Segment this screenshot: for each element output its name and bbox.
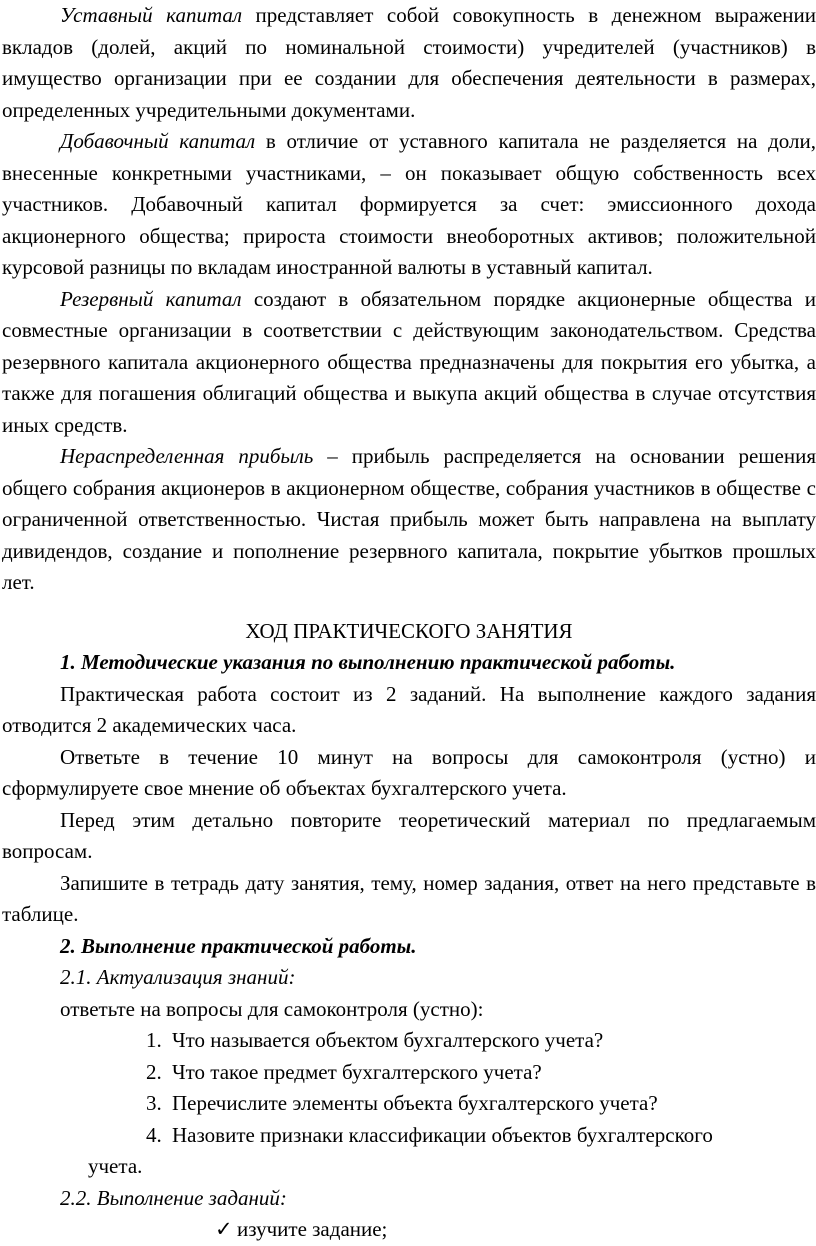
method-paragraph-3: Перед этим детально повторите теоретический материал по предлагаемым вопросам. (2, 807, 816, 863)
paragraph-additional-capital (2, 126, 816, 284)
list-number: 4. (146, 1122, 162, 1147)
list-number: 3. (146, 1091, 162, 1115)
paragraph-text: создают в обязательном порядке акционерные общества и совместные организации в соответствии с действующим законодательством. Средства резервного капитала акционерного общества предназначены для покрытия его убытка, а также для погашения облигаций общества и выкупа акций общества в случае отсутствия иных средств. (2, 286, 816, 437)
section-title: ХОД ПРАКТИЧЕСКОГО ЗАНЯТИЯ (245, 618, 573, 643)
paragraph-text: представляет собой совокупность в денежном выражении вкладов (долей, акций по номинальной стоимости) учредителей (участников) в имущество организации при ее создании для обеспечения деятельности в размерах, определенных учредительными документами. (2, 3, 816, 122)
list-item (2, 1120, 816, 1152)
list-text: Что такое предмет бухгалтерского учета? (172, 1059, 542, 1084)
term-additional-capital: Добавочный капитал (60, 129, 256, 153)
list-text: Что называется объектом бухгалтерского учета? (172, 1028, 604, 1052)
paragraph-text: в отличие от уставного капитала не разделяется на доли, внесенные конкретными участниками, – он показывает общую собственность всех участников. Добавочный капитал формируется за счет: эмиссионного дохода акционерного общества; прироста стоимости внеоборотных активов; положительной курсовой разницы по вкладам иностранной валюты в уставный капитал. (2, 129, 816, 279)
term-retained-earnings: Нераспределенная прибыль (60, 444, 314, 468)
list-item-continuation: учета. (88, 1154, 143, 1178)
subsection-tasks: 2.2. Выполнение заданий: (60, 1185, 287, 1210)
list-item (2, 1025, 816, 1057)
list-number: 2. (146, 1059, 162, 1084)
paragraph-charter-capital (2, 0, 816, 126)
list-item (2, 1088, 816, 1120)
execution-heading: 2. Выполнение практической работы. (60, 933, 417, 958)
list-item (2, 1057, 816, 1089)
list-text: Назовите признаки классификации объектов бухгалтерского (172, 1122, 713, 1147)
question-list (2, 1025, 816, 1183)
list-text: Перечислите элементы объекта бухгалтерского учета? (172, 1091, 658, 1115)
term-reserve-capital: Резервный капитал (60, 286, 242, 311)
checklist-text: изучите задание; (237, 1217, 388, 1241)
checkmark-icon: ✓ (215, 1217, 233, 1241)
method-heading: 1. Методические указания по выполнению практической работы. (60, 650, 676, 674)
paragraph-retained-earnings (2, 441, 816, 599)
paragraph-reserve-capital (2, 284, 816, 442)
subsection-knowledge: 2.1. Актуализация знаний: (60, 965, 296, 989)
checklist-item (2, 1214, 816, 1246)
term-charter-capital: Уставный капитал (60, 3, 243, 27)
paragraph-text: – прибыль распределяется на основании решения общего собрания акционеров в акционерном обществе, собрания участников в обществе с ограниченной ответственностью. Чистая прибыль может быть направлена на выплату дивидендов, создание и пополнение резервного капитала, покрытие убытков прошлых лет. (2, 444, 816, 594)
method-paragraph-2: Ответьте в течение 10 минут на вопросы для самоконтроля (устно) и сформулируете свое мнение об объектах бухгалтерского учета. (2, 744, 816, 800)
questions-intro: ответьте на вопросы для самоконтроля (устно): (60, 996, 484, 1021)
method-paragraph-1: Практическая работа состоит из 2 заданий. На выполнение каждого задания отводится 2 академических часа. (2, 681, 816, 737)
list-number: 1. (146, 1028, 162, 1052)
method-paragraph-4: Запишите в тетрадь дату занятия, тему, номер задания, ответ на него представьте в таблице. (2, 870, 816, 926)
